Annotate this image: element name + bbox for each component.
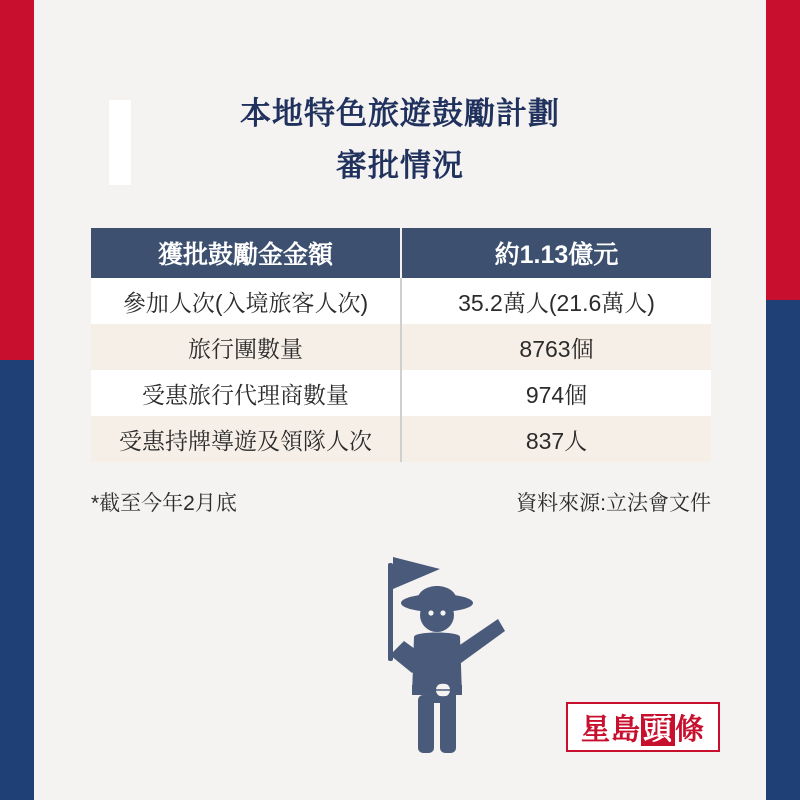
row-value: 8763個 [401, 324, 711, 370]
right-color-bar [766, 0, 800, 800]
right-bar-blue-segment [766, 300, 800, 800]
row-value: 35.2萬人(21.6萬人) [401, 278, 711, 324]
footnote-asof: *截至今年2月底 [91, 492, 237, 515]
page-title [34, 88, 766, 192]
sing-tao-logo [566, 702, 720, 752]
row-label: 旅行團數量 [91, 324, 401, 370]
row-value: 974個 [401, 370, 711, 416]
approval-status-table [91, 228, 711, 462]
row-label: 參加人次(入境旅客人次) [91, 278, 401, 324]
content-canvas [34, 0, 766, 800]
tour-guide-icon [330, 545, 550, 760]
table-header-row [91, 228, 711, 278]
logo-part-1: 星島 [580, 713, 641, 746]
left-bar-blue-segment [0, 360, 34, 800]
table-row [91, 324, 711, 370]
header-cell-label: 獲批鼓勵金金額 [91, 228, 401, 278]
table-header [91, 228, 711, 278]
logo-text [581, 707, 705, 748]
right-bar-red-segment [766, 0, 800, 300]
logo-part-3: 條 [675, 713, 706, 746]
row-label: 受惠持牌導遊及領隊人次 [91, 416, 401, 462]
row-value: 837人 [401, 416, 711, 462]
title-line-2: 審批情況 [336, 148, 464, 183]
table-row [91, 278, 711, 324]
left-color-bar [0, 0, 34, 800]
logo-part-2: 頭 [642, 713, 673, 746]
table-row [91, 370, 711, 416]
title-line-1: 本地特色旅遊鼓勵計劃 [240, 96, 560, 131]
table-body [91, 278, 711, 462]
left-bar-red-segment [0, 0, 34, 360]
footnotes [91, 487, 711, 517]
row-label: 受惠旅行代理商數量 [91, 370, 401, 416]
footnote-source: 資料來源:立法會文件 [516, 492, 711, 515]
table-row [91, 416, 711, 462]
header-cell-value: 約1.13億元 [401, 228, 711, 278]
